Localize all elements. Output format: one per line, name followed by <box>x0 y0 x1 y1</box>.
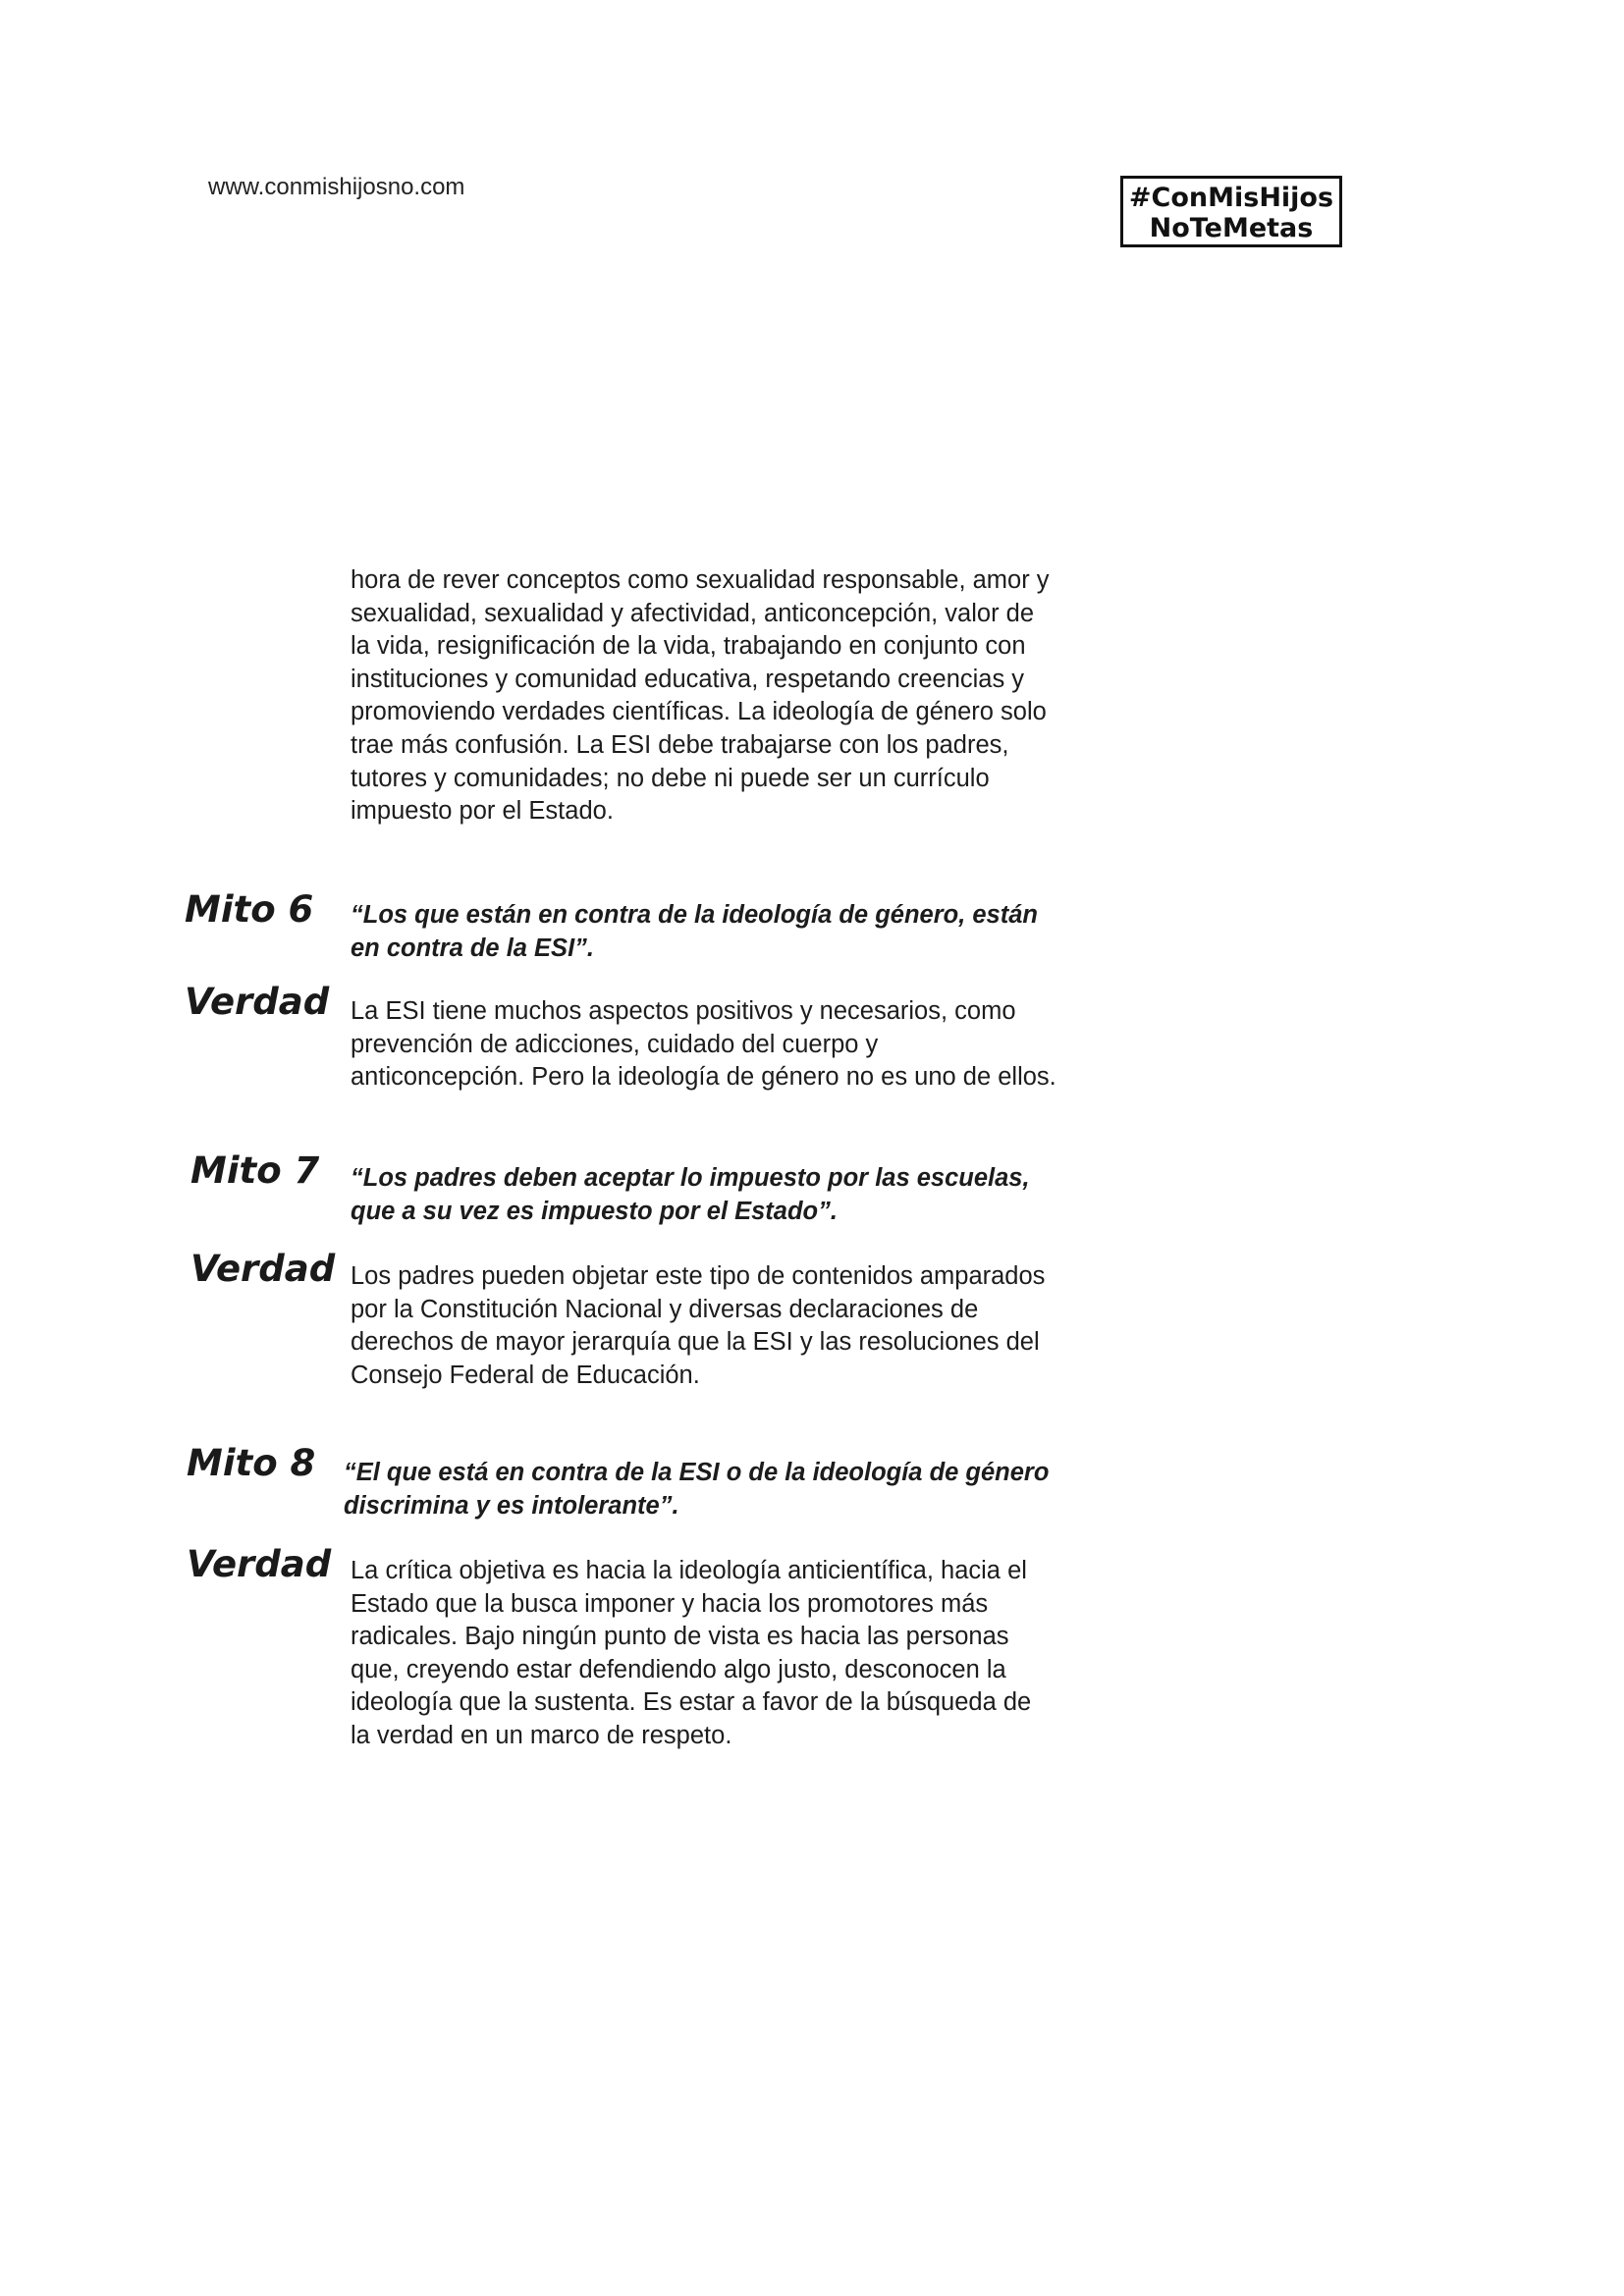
truth-text-7: Los padres pueden objetar este tipo de contenidos amparados por la Constitución Nacional y diversas declaraciones de derechos de mayor jerarquía que la ESI y las resoluciones del Consejo Federal de Educación. <box>351 1262 1046 1389</box>
hashtag-line-2: NoTeMetas <box>1149 213 1314 243</box>
myth-quote-7: “Los padres deben aceptar lo impuesto por las escuelas, que a su vez es impuesto por el Estado”. <box>351 1164 1030 1225</box>
myth-label-8: Mito 8 <box>187 1442 316 1484</box>
myth-quote-6: “Los que están en contra de la ideología de género, están en contra de la ESI”. <box>351 901 1038 962</box>
truth-label-8: Verdad <box>187 1543 332 1585</box>
myth-label-6: Mito 6 <box>185 888 314 931</box>
intro-paragraph: hora de rever conceptos como sexualidad responsable, amor y sexualidad, sexualidad y afectividad, anticoncepción, valor de la vida, resignificación de la vida, trabajando en conjunto con instituciones y comunidad educativa, respetando creencias y promoviendo verdades científicas. La ideología de género solo trae más confusión. La ESI debe trabajarse con los padres, tutores y comunidades; no debe ni puede ser un currículo impuesto por el Estado. <box>351 566 1050 826</box>
truth-text-6: La ESI tiene muchos aspectos positivos y necesarios, como prevención de adicciones, cuidado del cuerpo y anticoncepción. Pero la ideología de género no es uno de ellos. <box>351 997 1056 1092</box>
myth-quote-8: “El que está en contra de la ESI o de la ideología de género discrimina y es intolerante”. <box>344 1459 1050 1520</box>
myth-label-7: Mito 7 <box>190 1149 320 1192</box>
truth-text-8: La crítica objetiva es hacia la ideología anticientífica, hacia el Estado que la busca imponer y hacia los promotores más radicales. Bajo ningún punto de vista es hacia las personas que, creyendo estar defendiendo algo justo, desconocen la ideología que la sustenta. Es estar a favor de la búsqueda de la verdad en un marco de respeto. <box>351 1557 1032 1749</box>
truth-label-7: Verdad <box>190 1248 336 1290</box>
hashtag-line-1: #ConMisHijos <box>1128 183 1334 213</box>
truth-label-6: Verdad <box>185 981 330 1023</box>
hashtag-logo <box>1120 176 1342 247</box>
site-url: www.conmishijosno.com <box>208 174 465 200</box>
